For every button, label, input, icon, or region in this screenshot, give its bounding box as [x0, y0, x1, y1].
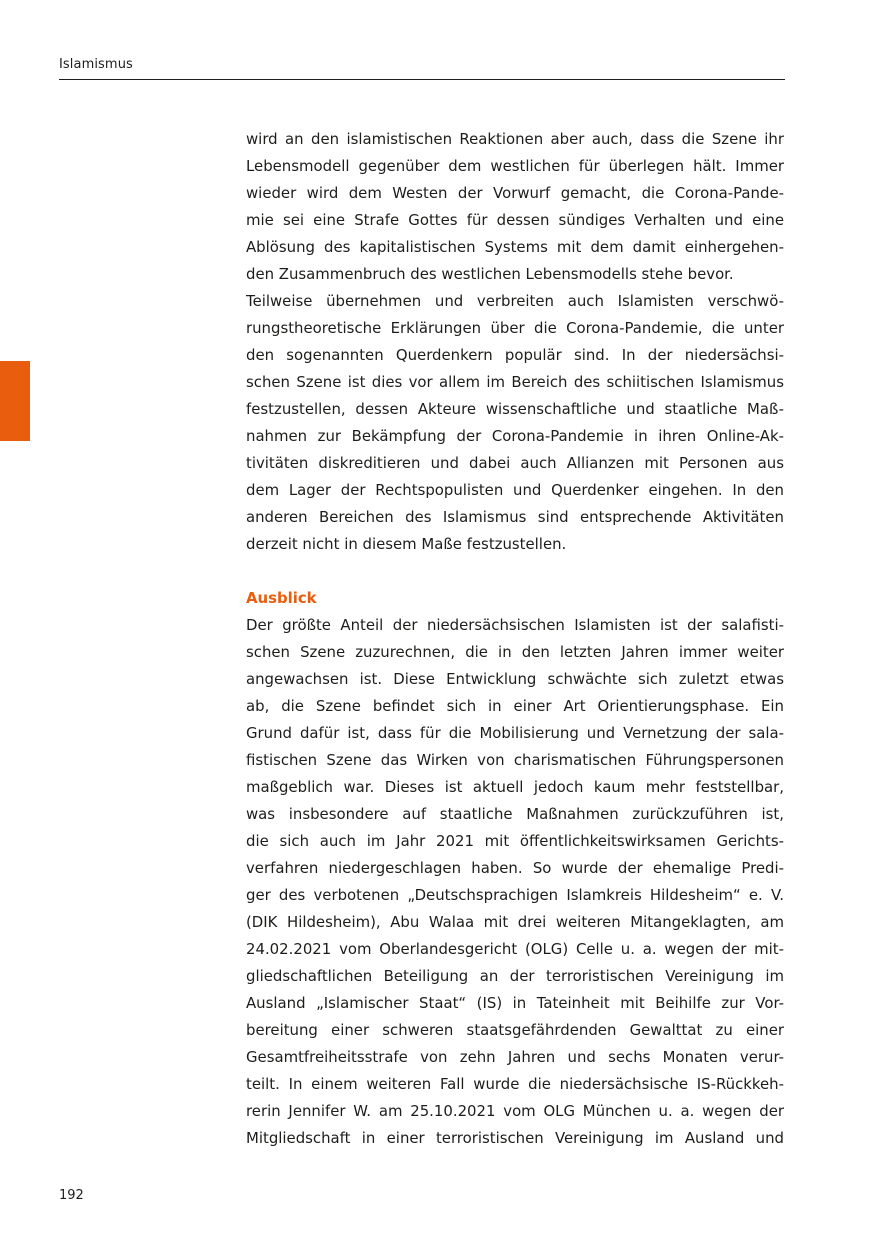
text-line: tivitäten diskreditieren und dabei auch Allianzen mit Personen aus — [246, 454, 784, 472]
paragraph-1 — [246, 126, 784, 288]
text-line: derzeit nicht in diesem Maße festzustellen. — [246, 535, 567, 553]
text-line: nahmen zur Bekämpfung der Corona-Pandemie in ihren Online-Ak- — [246, 427, 784, 445]
text-line: rungstheoretische Erklärungen über die Corona-Pandemie, die unter — [246, 319, 784, 337]
text-line: teilt. In einem weiteren Fall wurde die niedersächsische IS-Rückkeh- — [246, 1075, 784, 1093]
text-line: verfahren niedergeschlagen haben. So wurde der ehemalige Predi- — [246, 859, 784, 877]
chapter-tab-marker — [0, 361, 30, 441]
page-number: 192 — [59, 1188, 84, 1203]
text-line: Ablösung des kapitalistischen Systems mit dem damit einhergehen- — [246, 238, 784, 256]
text-line: Gesamtfreiheitsstrafe von zehn Jahren und sechs Monaten verur- — [246, 1048, 784, 1066]
text-line: 24.02.2021 vom Oberlandesgericht (OLG) Celle u. a. wegen der mit- — [246, 940, 784, 958]
text-line: maßgeblich war. Dieses ist aktuell jedoch kaum mehr feststellbar, — [246, 778, 784, 796]
text-line: bereitung einer schweren staatsgefährdenden Gewalttat zu einer — [246, 1021, 784, 1039]
text-line: rerin Jennifer W. am 25.10.2021 vom OLG München u. a. wegen der — [246, 1102, 784, 1120]
section-paragraph — [246, 612, 784, 1152]
text-line: Ausland „Islamischer Staat“ (IS) in Tateinheit mit Beihilfe zur Vor- — [246, 994, 784, 1012]
text-line: angewachsen ist. Diese Entwicklung schwächte sich zuletzt etwas — [246, 670, 784, 688]
text-line: Teilweise übernehmen und verbreiten auch Islamisten verschwö- — [246, 292, 784, 310]
text-line: festzustellen, dessen Akteure wissenschaftliche und staatliche Maß- — [246, 400, 784, 418]
text-line: anderen Bereichen des Islamismus sind entsprechende Aktivitäten — [246, 508, 784, 526]
text-line: den sogenannten Querdenkern populär sind. In der niedersächsi- — [246, 346, 784, 364]
text-line: Lebensmodell gegenüber dem westlichen für überlegen hält. Immer — [246, 157, 784, 175]
text-line: Mitgliedschaft in einer terroristischen Vereinigung im Ausland und — [246, 1129, 784, 1147]
text-line: dem Lager der Rechtspopulisten und Querdenker eingehen. In den — [246, 481, 784, 499]
running-head: Islamismus — [59, 57, 133, 72]
section-heading: Ausblick — [246, 589, 317, 607]
text-line: den Zusammenbruch des westlichen Lebensmodells stehe bevor. — [246, 265, 734, 283]
text-line: was insbesondere auf staatliche Maßnahmen zurückzuführen ist, — [246, 805, 784, 823]
text-line: ger des verbotenen „Deutschsprachigen Islamkreis Hildesheim“ e. V. — [246, 886, 784, 904]
text-line: (DIK Hildesheim), Abu Walaa mit drei weiteren Mitangeklagten, am — [246, 913, 784, 931]
text-line: wieder wird dem Westen der Vorwurf gemacht, die Corona-Pande- — [246, 184, 784, 202]
text-line: die sich auch im Jahr 2021 mit öffentlichkeitswirksamen Gerichts- — [246, 832, 784, 850]
paragraph-2 — [246, 288, 784, 558]
text-line: fistischen Szene das Wirken von charismatischen Führungspersonen — [246, 751, 784, 769]
text-line: ab, die Szene befindet sich in einer Art Orientierungsphase. Ein — [246, 697, 784, 715]
body-text — [246, 126, 784, 1152]
text-line: wird an den islamistischen Reaktionen aber auch, dass die Szene ihr — [246, 130, 784, 148]
text-line: gliedschaftlichen Beteiligung an der terroristischen Vereinigung im — [246, 967, 784, 985]
text-line: mie sei eine Strafe Gottes für dessen sündiges Verhalten und eine — [246, 211, 784, 229]
text-line: schen Szene zuzurechnen, die in den letzten Jahren immer weiter — [246, 643, 784, 661]
text-line: Grund dafür ist, dass für die Mobilisierung und Vernetzung der sala- — [246, 724, 784, 742]
text-line: schen Szene ist dies vor allem im Bereich des schiitischen Islamismus — [246, 373, 784, 391]
header-rule — [59, 79, 785, 80]
text-line: Der größte Anteil der niedersächsischen Islamisten ist der salafisti- — [246, 616, 784, 634]
